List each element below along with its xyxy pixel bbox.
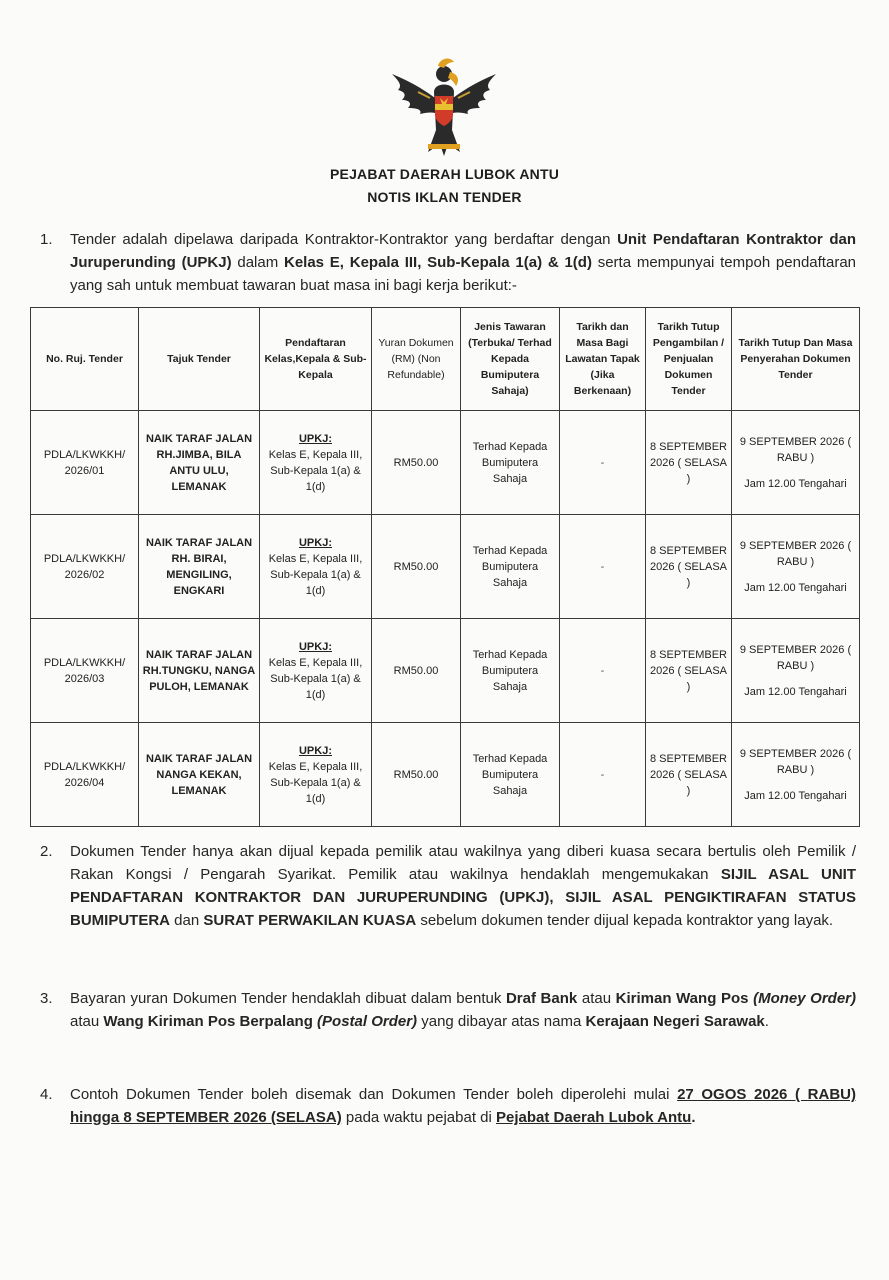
tender-ref: PDLA/LKWKKH/ 2026/03	[31, 619, 139, 723]
site-visit: -	[560, 723, 646, 827]
sale-closing: 8 SEPTEMBER 2026 ( SELASA )	[646, 515, 732, 619]
paragraph-text	[70, 1083, 856, 1129]
sale-closing: 8 SEPTEMBER 2026 ( SELASA )	[646, 619, 732, 723]
site-visit: -	[560, 619, 646, 723]
registration-head: UPKJ:	[298, 536, 332, 549]
sale-closing: 8 SEPTEMBER 2026 ( SELASA )	[646, 723, 732, 827]
paragraph-3	[40, 987, 856, 1057]
bold-underline-span: 27 OGOS 2026 ( RABU) hingga 8 SEPTEMBER 2026 (SELASA)	[70, 1086, 856, 1126]
bold-span: SIJIL ASAL UNIT PENDAFTARAN KONTRAKTOR DAN JURUPERUNDING (UPKJ), SIJIL ASAL PENGIKTIRAFAN STATUS BUMIPUTERA	[70, 866, 856, 929]
tender-title: NAIK TARAF JALAN RH.TUNGKU, NANGA PULOH, LEMANAK	[139, 619, 260, 723]
table-row	[31, 619, 860, 723]
text-span: sebelum dokumen tender dijual kepada kontraktor yang layak.	[416, 912, 834, 929]
tender-title: NAIK TARAF JALAN RH. BIRAI, MENGILING, ENGKARI	[139, 515, 260, 619]
paragraph-text	[70, 228, 856, 297]
paragraph-1	[40, 228, 856, 298]
paragraph-4	[40, 1083, 856, 1153]
registration-body: Kelas E, Kepala III, Sub-Kepala 1(a) & 1(d)	[268, 448, 363, 493]
submission-closing	[732, 411, 860, 515]
tender-type: Terhad Kepada Bumiputera Sahaja	[461, 515, 560, 619]
submission-closing	[732, 619, 860, 723]
tender-fee: RM50.00	[372, 619, 461, 723]
tender-fee: RM50.00	[372, 411, 461, 515]
tender-ref: PDLA/LKWKKH/ 2026/04	[31, 723, 139, 827]
paragraph-text	[70, 840, 856, 932]
bold-span: Wang Kiriman Pos Berpalang	[103, 1013, 313, 1030]
submission-closing	[732, 723, 860, 827]
column-header: Yuran Dokumen (RM) (Non Refundable)	[372, 308, 461, 411]
submission-closing	[732, 515, 860, 619]
paragraph-number: 3.	[40, 990, 53, 1007]
paragraph-number: 2.	[40, 843, 53, 860]
tender-fee: RM50.00	[372, 723, 461, 827]
tender-type: Terhad Kepada Bumiputera Sahaja	[461, 411, 560, 515]
sarawak-crest-icon	[388, 52, 500, 164]
bold-span: Draf Bank	[505, 990, 578, 1007]
bold-span: Kerajaan Negeri Sarawak	[585, 1013, 765, 1030]
column-header: Tarikh Tutup Pengambilan / Penjualan Dokumen Tender	[646, 308, 732, 411]
tender-registration	[260, 515, 372, 619]
column-header: Tarikh dan Masa Bagi Lawatan Tapak (Jika Berkenaan)	[560, 308, 646, 411]
bold-span: Unit Pendaftaran Kontraktor dan Juruperunding (UPKJ)	[70, 231, 856, 271]
column-header: Tarikh Tutup Dan Masa Penyerahan Dokumen Tender	[732, 308, 860, 411]
text-span: atau	[70, 1013, 104, 1030]
site-visit: -	[560, 411, 646, 515]
text-span: Bayaran yuran Dokumen Tender hendaklah dibuat dalam bentuk	[70, 990, 506, 1007]
text-span: Dokumen Tender hanya akan dijual kepada pemilik atau wakilnya yang diberi kuasa secara bertulis oleh Pemilik / Rakan Kongsi / Pengarah Syarikat. Pemilik atau wakilnya hendaklah mengemukakan	[70, 843, 856, 883]
text-span: dalam	[231, 254, 284, 271]
tender-type: Terhad Kepada Bumiputera Sahaja	[461, 619, 560, 723]
text-span: .	[764, 1013, 769, 1030]
tender-registration	[260, 411, 372, 515]
tender-registration	[260, 723, 372, 827]
tender-registration	[260, 619, 372, 723]
tender-title: NAIK TARAF JALAN NANGA KEKAN, LEMANAK	[139, 723, 260, 827]
tender-title: NAIK TARAF JALAN RH.JIMBA, BILA ANTU ULU, LEMANAK	[139, 411, 260, 515]
table-row	[31, 411, 860, 515]
registration-body: Kelas E, Kepala III, Sub-Kepala 1(a) & 1(d)	[268, 760, 363, 805]
text-span: atau	[577, 990, 616, 1007]
registration-head: UPKJ:	[298, 640, 332, 653]
text-span: .	[691, 1109, 696, 1126]
submission-date: 9 SEPTEMBER 2026 ( RABU )	[739, 435, 852, 464]
paragraph-number: 4.	[40, 1086, 53, 1103]
registration-body: Kelas E, Kepala III, Sub-Kepala 1(a) & 1(d)	[268, 656, 363, 701]
notice-title: NOTIS IKLAN TENDER	[367, 189, 522, 205]
registration-head: UPKJ:	[298, 744, 332, 757]
tender-table	[30, 307, 860, 827]
text-span: dan	[170, 912, 204, 929]
column-header: Tajuk Tender	[139, 308, 260, 411]
submission-date: 9 SEPTEMBER 2026 ( RABU )	[739, 539, 852, 568]
bold-span: SURAT PERWAKILAN KUASA	[203, 912, 417, 929]
paragraph-number: 1.	[40, 231, 53, 248]
column-header: Pendaftaran Kelas,Kepala & Sub-Kepala	[260, 308, 372, 411]
submission-time: Jam 12.00 Tengahari	[744, 477, 847, 490]
bold-span: Kelas E, Kepala III, Sub-Kepala 1(a) & 1(d)	[284, 254, 592, 271]
bold-underline-span: Pejabat Daerah Lubok Antu	[496, 1109, 692, 1126]
tender-ref: PDLA/LKWKKH/ 2026/02	[31, 515, 139, 619]
bold-span: Kiriman Wang Pos	[615, 990, 749, 1007]
submission-time: Jam 12.00 Tengahari	[744, 685, 847, 698]
sale-closing: 8 SEPTEMBER 2026 ( SELASA )	[646, 411, 732, 515]
table-row	[31, 723, 860, 827]
tender-ref: PDLA/LKWKKH/ 2026/01	[31, 411, 139, 515]
text-span: yang dibayar atas nama	[417, 1013, 586, 1030]
text-span: Tender adalah dipelawa daripada Kontraktor-Kontraktor yang berdaftar dengan	[70, 231, 618, 248]
registration-head: UPKJ:	[298, 432, 332, 445]
column-header: No. Ruj. Tender	[31, 308, 139, 411]
bold-italic-span: (Postal Order)	[317, 1013, 418, 1030]
table-header-row	[31, 308, 860, 411]
table-row	[31, 515, 860, 619]
text-span: pada waktu pejabat di	[341, 1109, 497, 1126]
paragraph-2	[40, 840, 856, 965]
paragraph-text	[70, 987, 856, 1033]
submission-time: Jam 12.00 Tengahari	[744, 581, 847, 594]
column-header: Jenis Tawaran (Terbuka/ Terhad Kepada Bumiputera Sahaja)	[461, 308, 560, 411]
office-title: PEJABAT DAERAH LUBOK ANTU	[330, 166, 559, 182]
tender-fee: RM50.00	[372, 515, 461, 619]
registration-body: Kelas E, Kepala III, Sub-Kepala 1(a) & 1(d)	[268, 552, 363, 597]
submission-time: Jam 12.00 Tengahari	[744, 789, 847, 802]
tender-type: Terhad Kepada Bumiputera Sahaja	[461, 723, 560, 827]
submission-date: 9 SEPTEMBER 2026 ( RABU )	[739, 643, 852, 672]
site-visit: -	[560, 515, 646, 619]
text-span: serta mempunyai tempoh pendaftaran yang sah untuk membuat tawaran buat masa ini bagi kerja berikut:-	[70, 254, 857, 294]
bold-italic-span: (Money Order)	[753, 990, 857, 1007]
text-span: Contoh Dokumen Tender boleh disemak dan Dokumen Tender boleh diperolehi mulai	[70, 1086, 678, 1103]
submission-date: 9 SEPTEMBER 2026 ( RABU )	[739, 747, 852, 776]
